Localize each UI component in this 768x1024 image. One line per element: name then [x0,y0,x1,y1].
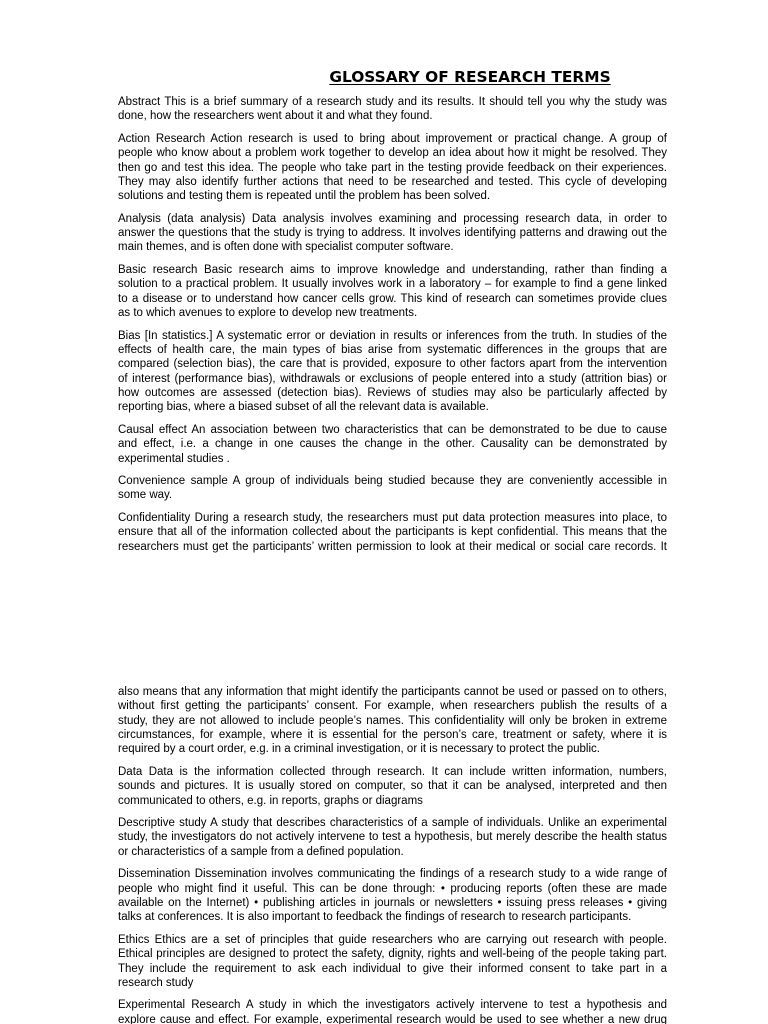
entry-text-line: some way. [118,489,173,502]
entry-text-line: Ethical principles are designed to protect the safety, dignity, rights and well-being of the people taking part. [118,948,667,961]
entry-text-line: Action Research Action research is used to bring about improvement or practical change. A group of [118,132,667,145]
entry-text-line: circumstances, for example, where it is essential for the person’s care, treatment or safety, where it is [118,729,667,742]
entry-text-line: solutions and testing them is repeated until the problem has been solved. [118,190,491,203]
entry-text-line: talks at conferences. It is also important to feedback the findings of research to research participants. [118,911,632,924]
glossary-entry-action-research [118,132,667,204]
glossary-entry-abstract [118,95,667,124]
entry-text-line: research study [118,976,194,989]
entry-text-line: available on the Internet) • publishing articles in journals or newsletters • issuing press releases • giving [118,897,667,910]
document-page-2-body [118,685,667,1024]
glossary-entry-bias [118,329,667,415]
entry-text-line: people who might find it useful. This can be done through: • producing reports (often these are made [118,882,667,895]
entry-text-line: ensure that all of the information collected about the participants is kept confidential. This means that the [118,526,667,539]
entry-text-line: then go and test this idea. The people who take part in the testing provide feedback on their experiences. [118,161,667,174]
entry-text-line: main themes, and is often done with specialist computer software. [118,241,454,254]
document-title [270,68,670,86]
glossary-entry-ethics [118,933,667,990]
entry-text-line: reporting bias, where a biased subset of all the relevant data is available. [118,401,489,414]
glossary-entry-descriptive-study [118,816,667,859]
entry-text-line: communicated to others, e.g. in reports, graphs or diagrams [118,794,423,807]
entry-text-line: explore cause and effect. For example, experimental research would be used to see whether a new drug [118,1013,667,1024]
entry-text-line: Analysis (data analysis) Data analysis involves examining and processing research data, in order to [118,212,667,225]
entry-text-line: to a disease or to understand how cancer cells grow. This kind of research can sometimes provide clues [118,292,667,305]
entry-text-line: as to which avenues to explore to develop new treatments. [118,307,418,320]
entry-text-line: or characteristics of a sample from a defined population. [118,845,404,858]
glossary-entry-basic-research [118,263,667,320]
glossary-entry-data [118,765,667,808]
entry-text-line: and effect, i.e. a change in one causes the change in the other. Causality can be demonstrated by [118,438,667,451]
document-title-text: GLOSSARY OF RESEARCH TERMS [329,68,611,86]
entry-text-line: without first getting the participants’ consent. For example, when researchers publish the results of a [118,700,667,713]
entry-text-line: Convenience sample A group of individuals being studied because they are conveniently accessible in [118,475,667,488]
glossary-entry-causal-effect [118,423,667,466]
entry-text-line: compared (selection bias), the care that is provided, exposure to other factors apart from the intervention [118,358,667,371]
entry-text-line: people who know about a problem work together to develop an idea about how it might be resolved. They [118,147,667,160]
entry-text-line: how outcomes are assessed (detection bias). Reviews of studies may also be particularly affected by [118,386,667,399]
entry-text-line: Dissemination Dissemination involves communicating the findings of a research study to a wide range of [118,868,667,881]
entry-text-line: Descriptive study A study that describes characteristics of a sample of individuals. Unlike an experimental [118,817,667,830]
entry-text-line: solution to a practical problem. It usually involves work in a laboratory – for example to find a gene linked [118,278,667,291]
entry-text-line: required by a court order, e.g. in a criminal investigation, or it is necessary to protect the public. [118,743,600,756]
entry-text-line: also means that any information that might identify the participants cannot be used or passed on to others, [118,686,667,698]
entry-text-line: Confidentiality During a research study, the researchers must put data protection measures into place, to [118,511,667,524]
entry-text-line: Causal effect An association between two characteristics that can be demonstrated to be due to cause [118,423,667,436]
glossary-entry-confidentiality [118,511,667,554]
entry-text-line: effects of health care, the main types of bias arise from systematic differences in the groups that are [118,343,667,356]
entry-text-line: Ethics Ethics are a set of principles that guide researchers who are carrying out research with people. [118,933,667,946]
entry-text-line: experimental studies . [118,452,230,465]
entry-text-line: Bias [In statistics.] A systematic error or deviation in results or inferences from the truth. In studies of the [118,329,667,342]
glossary-entry-convenience-sample [118,474,667,503]
entry-text-line: Data Data is the information collected through research. It can include written information, numbers, [118,765,667,778]
entry-text-line: study, they are not allowed to include people’s names. This confidentiality will only be broken in extreme [118,714,667,727]
entry-text-line: researchers must get the participants’ written permission to look at their medical or social care records. It [118,540,667,553]
entry-text-line: Basic research Basic research aims to improve knowledge and understanding, rather than finding a [118,264,667,276]
glossary-entry-confidentiality-continued [118,685,667,757]
glossary-entry-analysis [118,212,667,255]
entry-text-line: sounds and pictures. It is usually stored on computer, so that it can be analysed, interpreted and then [118,780,667,793]
entry-text-line: Abstract This is a brief summary of a research study and its results. It should tell you why the study was [118,96,667,108]
entry-text-line: answer the questions that the study is trying to address. It involves identifying patterns and drawing out the [118,227,667,240]
entry-text-line: They include the requirement to ask each individual to give their informed consent to take part in a [118,962,667,975]
entry-text-line: of interest (performance bias), withdrawals or exclusions of people entered into a study (attrition bias) or [118,372,667,385]
document-page-1-body [118,95,667,562]
glossary-entry-experimental-research [118,998,667,1024]
entry-text-line: They may also identify further actions that need to be researched and tested. This cycle of developing [118,175,667,188]
glossary-entry-dissemination [118,867,667,924]
entry-text-line: Experimental Research A study in which the investigators actively intervene to test a hypothesis and [118,999,667,1012]
entry-text-line: done, how the researchers went about it and what they found. [118,110,433,123]
entry-text-line: study, the investigators do not actively intervene to test a hypothesis, but merely describe the health status [118,831,667,844]
